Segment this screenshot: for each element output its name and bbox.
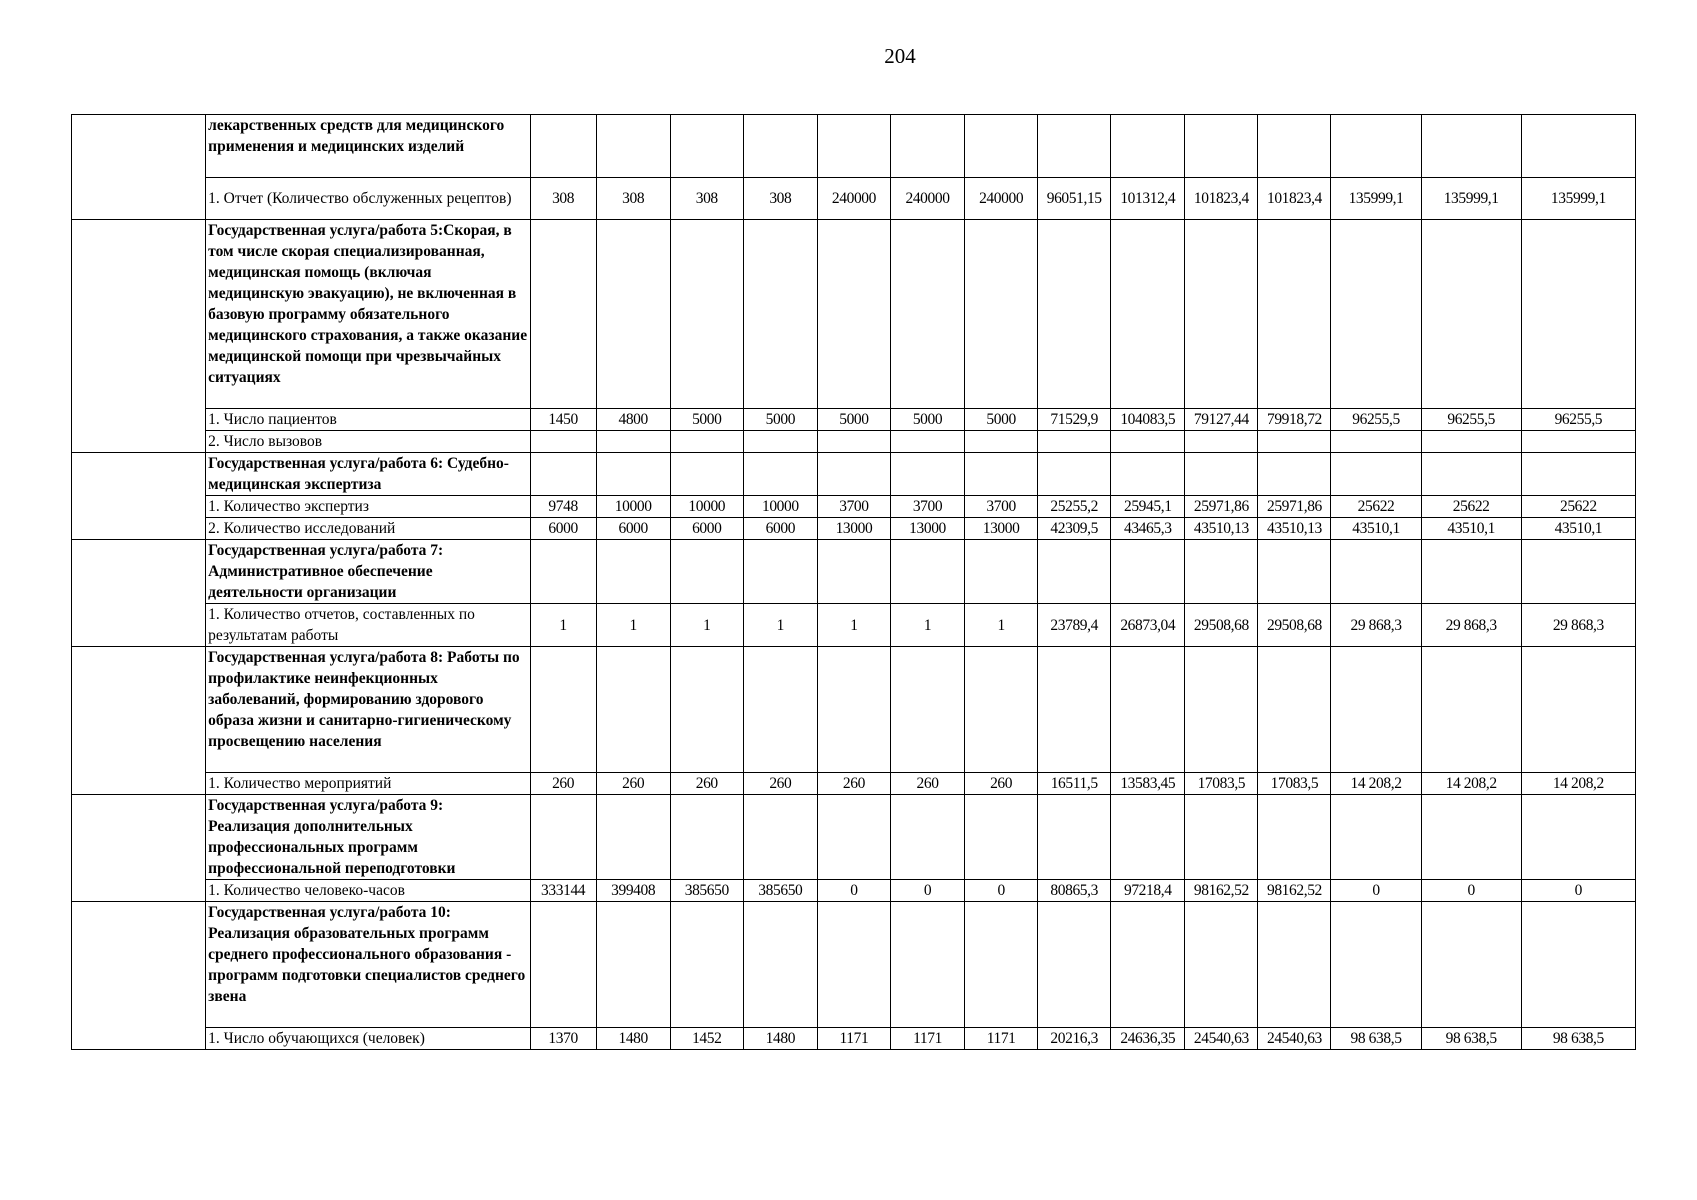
section-title-empty-cell xyxy=(1111,453,1185,496)
value-cell: 260 xyxy=(890,773,964,795)
value-cell: 101312,4 xyxy=(1111,178,1185,220)
section-title-row xyxy=(72,902,1636,1028)
value-cell: 104083,5 xyxy=(1111,409,1185,431)
value-cell: 5000 xyxy=(817,409,890,431)
section-title-row xyxy=(72,220,1636,409)
section-title-empty-cell xyxy=(1521,453,1635,496)
section-title-empty-cell xyxy=(965,540,1038,604)
value-cell: 1480 xyxy=(596,1028,670,1050)
section-title-empty-cell xyxy=(1421,453,1521,496)
value-cell: 1 xyxy=(817,604,890,647)
value-cell: 43465,3 xyxy=(1111,518,1185,540)
section-title-empty-cell xyxy=(1111,902,1185,1028)
value-cell: 3700 xyxy=(965,496,1038,518)
indicator-label: 1. Отчет (Количество обслуженных рецептов) xyxy=(206,178,530,220)
section-title-empty-cell xyxy=(1258,540,1331,604)
section-title-empty-cell xyxy=(1038,647,1111,773)
indicator-label: 1. Количество отчетов, составленных по результатам работы xyxy=(206,604,530,647)
section-title-empty-cell xyxy=(1111,647,1185,773)
section-title-empty-cell xyxy=(596,647,670,773)
value-cell: 1 xyxy=(670,604,743,647)
value-cell: 29508,68 xyxy=(1258,604,1331,647)
value-cell: 1452 xyxy=(670,1028,743,1050)
value-cell: 96255,5 xyxy=(1421,409,1521,431)
value-cell: 14 208,2 xyxy=(1421,773,1521,795)
value-cell: 14 208,2 xyxy=(1331,773,1421,795)
table-row xyxy=(72,604,1636,647)
section-title: Государственная услуга/работа 10: Реализация образовательных программ среднего профессионального образования - программ подготовки специалистов среднего звена xyxy=(206,902,530,1028)
section-title-empty-cell xyxy=(1038,902,1111,1028)
section-title-empty-cell xyxy=(817,540,890,604)
value-cell: 98162,52 xyxy=(1185,880,1258,902)
section-title-empty-cell xyxy=(817,115,890,178)
empty-first-column-cell xyxy=(72,115,206,220)
value-cell: 71529,9 xyxy=(1038,409,1111,431)
section-title-empty-cell xyxy=(965,795,1038,880)
table-body xyxy=(72,115,1636,1050)
value-cell: 1370 xyxy=(530,1028,596,1050)
section-title-empty-cell xyxy=(596,902,670,1028)
empty-first-column-cell xyxy=(72,902,206,1050)
indicator-label: 2. Число вызовов xyxy=(206,431,530,453)
value-cell: 0 xyxy=(965,880,1038,902)
section-title-empty-cell xyxy=(743,453,817,496)
value-cell: 240000 xyxy=(890,178,964,220)
value-cell: 5000 xyxy=(743,409,817,431)
section-title-empty-cell xyxy=(670,902,743,1028)
value-cell: 25255,2 xyxy=(1038,496,1111,518)
value-cell: 0 xyxy=(1331,880,1421,902)
section-title-empty-cell xyxy=(530,540,596,604)
table-row xyxy=(72,1028,1636,1050)
section-title-empty-cell xyxy=(1521,647,1635,773)
value-cell: 98 638,5 xyxy=(1521,1028,1635,1050)
section-title: Государственная услуга/работа 9: Реализация дополнительных профессиональных программ профессиональной переподготовки xyxy=(206,795,530,880)
value-cell: 0 xyxy=(817,880,890,902)
table-row xyxy=(72,409,1636,431)
section-title-empty-cell xyxy=(1521,220,1635,409)
value-cell: 17083,5 xyxy=(1185,773,1258,795)
empty-first-column-cell xyxy=(72,220,206,453)
section-title-empty-cell xyxy=(670,115,743,178)
value-cell: 23789,4 xyxy=(1038,604,1111,647)
value-cell: 25971,86 xyxy=(1258,496,1331,518)
section-title-empty-cell xyxy=(1421,115,1521,178)
value-cell: 5000 xyxy=(965,409,1038,431)
value-cell xyxy=(1521,431,1635,453)
value-cell xyxy=(1185,431,1258,453)
section-title-row xyxy=(72,647,1636,773)
value-cell: 25622 xyxy=(1421,496,1521,518)
value-cell: 308 xyxy=(670,178,743,220)
section-title-empty-cell xyxy=(670,647,743,773)
value-cell: 0 xyxy=(1421,880,1521,902)
value-cell: 135999,1 xyxy=(1331,178,1421,220)
section-title-empty-cell xyxy=(530,647,596,773)
value-cell: 20216,3 xyxy=(1038,1028,1111,1050)
value-cell: 385650 xyxy=(670,880,743,902)
value-cell: 6000 xyxy=(596,518,670,540)
value-cell xyxy=(1421,431,1521,453)
section-title-empty-cell xyxy=(965,902,1038,1028)
value-cell xyxy=(1331,431,1421,453)
section-title: лекарственных средств для медицинского применения и медицинских изделий xyxy=(206,115,530,178)
indicator-label: 1. Количество мероприятий xyxy=(206,773,530,795)
value-cell: 96255,5 xyxy=(1331,409,1421,431)
section-title-empty-cell xyxy=(743,795,817,880)
section-title-empty-cell xyxy=(530,795,596,880)
value-cell: 101823,4 xyxy=(1258,178,1331,220)
section-title-empty-cell xyxy=(596,540,670,604)
table-row xyxy=(72,178,1636,220)
section-title-empty-cell xyxy=(1521,795,1635,880)
value-cell xyxy=(965,431,1038,453)
section-title-empty-cell xyxy=(1258,220,1331,409)
section-title-empty-cell xyxy=(1038,540,1111,604)
value-cell: 43510,1 xyxy=(1421,518,1521,540)
value-cell: 308 xyxy=(596,178,670,220)
section-title-empty-cell xyxy=(817,220,890,409)
value-cell: 260 xyxy=(965,773,1038,795)
section-title-row xyxy=(72,453,1636,496)
value-cell xyxy=(743,431,817,453)
value-cell: 9748 xyxy=(530,496,596,518)
section-title-empty-cell xyxy=(1038,795,1111,880)
section-title-empty-cell xyxy=(1038,115,1111,178)
value-cell: 5000 xyxy=(670,409,743,431)
section-title-empty-cell xyxy=(596,115,670,178)
value-cell xyxy=(1258,431,1331,453)
section-title-empty-cell xyxy=(890,540,964,604)
section-title-empty-cell xyxy=(1258,795,1331,880)
value-cell: 42309,5 xyxy=(1038,518,1111,540)
section-title-empty-cell xyxy=(1185,540,1258,604)
empty-first-column-cell xyxy=(72,647,206,795)
value-cell: 1 xyxy=(743,604,817,647)
section-title-empty-cell xyxy=(1331,902,1421,1028)
value-cell: 98 638,5 xyxy=(1331,1028,1421,1050)
section-title-empty-cell xyxy=(1111,795,1185,880)
section-title-empty-cell xyxy=(1185,647,1258,773)
value-cell: 79127,44 xyxy=(1185,409,1258,431)
section-title-empty-cell xyxy=(890,453,964,496)
empty-first-column-cell xyxy=(72,453,206,540)
value-cell: 5000 xyxy=(890,409,964,431)
indicator-label: 1. Число обучающихся (человек) xyxy=(206,1028,530,1050)
value-cell: 240000 xyxy=(965,178,1038,220)
section-title-empty-cell xyxy=(670,453,743,496)
value-cell: 13000 xyxy=(965,518,1038,540)
section-title-empty-cell xyxy=(1258,453,1331,496)
section-title-empty-cell xyxy=(1185,795,1258,880)
value-cell: 260 xyxy=(596,773,670,795)
section-title-row xyxy=(72,540,1636,604)
value-cell: 308 xyxy=(743,178,817,220)
value-cell xyxy=(530,431,596,453)
section-title-empty-cell xyxy=(965,220,1038,409)
indicator-label: 2. Количество исследований xyxy=(206,518,530,540)
section-title-empty-cell xyxy=(817,647,890,773)
value-cell: 308 xyxy=(530,178,596,220)
value-cell: 13583,45 xyxy=(1111,773,1185,795)
section-title-empty-cell xyxy=(817,795,890,880)
value-cell: 260 xyxy=(530,773,596,795)
value-cell: 260 xyxy=(743,773,817,795)
value-cell: 333144 xyxy=(530,880,596,902)
value-cell: 43510,1 xyxy=(1521,518,1635,540)
section-title-empty-cell xyxy=(1421,220,1521,409)
section-title-empty-cell xyxy=(1421,647,1521,773)
section-title: Государственная услуга/работа 6: Судебно-медицинская экспертиза xyxy=(206,453,530,496)
empty-first-column-cell xyxy=(72,540,206,647)
value-cell: 24636,35 xyxy=(1111,1028,1185,1050)
section-title-empty-cell xyxy=(530,220,596,409)
section-title-empty-cell xyxy=(1331,453,1421,496)
section-title-empty-cell xyxy=(1331,540,1421,604)
value-cell: 1450 xyxy=(530,409,596,431)
value-cell xyxy=(817,431,890,453)
section-title-empty-cell xyxy=(890,902,964,1028)
table-row xyxy=(72,431,1636,453)
section-title-empty-cell xyxy=(965,115,1038,178)
value-cell: 135999,1 xyxy=(1421,178,1521,220)
section-title-empty-cell xyxy=(1185,115,1258,178)
section-title-empty-cell xyxy=(1258,647,1331,773)
section-title-empty-cell xyxy=(530,115,596,178)
section-title-empty-cell xyxy=(890,115,964,178)
section-title-empty-cell xyxy=(1111,540,1185,604)
section-title-empty-cell xyxy=(817,453,890,496)
section-title-empty-cell xyxy=(1258,115,1331,178)
table-row xyxy=(72,880,1636,902)
section-title-row xyxy=(72,795,1636,880)
section-title-empty-cell xyxy=(1331,220,1421,409)
value-cell xyxy=(890,431,964,453)
value-cell: 98162,52 xyxy=(1258,880,1331,902)
value-cell: 43510,1 xyxy=(1331,518,1421,540)
value-cell: 1480 xyxy=(743,1028,817,1050)
value-cell: 13000 xyxy=(817,518,890,540)
value-cell: 3700 xyxy=(817,496,890,518)
section-title-empty-cell xyxy=(1421,902,1521,1028)
section-title-empty-cell xyxy=(890,795,964,880)
value-cell: 98 638,5 xyxy=(1421,1028,1521,1050)
section-title-empty-cell xyxy=(965,453,1038,496)
value-cell: 24540,63 xyxy=(1258,1028,1331,1050)
page-number: 204 xyxy=(884,44,916,68)
value-cell: 10000 xyxy=(596,496,670,518)
section-title-empty-cell xyxy=(743,540,817,604)
section-title-empty-cell xyxy=(743,220,817,409)
section-title: Государственная услуга/работа 5:Скорая, в том числе скорая специализированная, медицинская помощь (включая медицинскую эвакуацию), не включенная в базовую программу обязательного медицинского страхования, а также оказание медицинской помощи при чрезвычайных ситуациях xyxy=(206,220,530,409)
indicator-label: 1. Число пациентов xyxy=(206,409,530,431)
section-title-empty-cell xyxy=(596,453,670,496)
section-title-empty-cell xyxy=(1185,902,1258,1028)
value-cell: 43510,13 xyxy=(1185,518,1258,540)
section-title-empty-cell xyxy=(1331,795,1421,880)
section-title-empty-cell xyxy=(1185,453,1258,496)
value-cell: 25945,1 xyxy=(1111,496,1185,518)
value-cell: 0 xyxy=(1521,880,1635,902)
value-cell: 4800 xyxy=(596,409,670,431)
value-cell: 29508,68 xyxy=(1185,604,1258,647)
value-cell: 260 xyxy=(670,773,743,795)
value-cell: 1171 xyxy=(817,1028,890,1050)
section-title-empty-cell xyxy=(890,220,964,409)
section-title-empty-cell xyxy=(1258,902,1331,1028)
section-title-empty-cell xyxy=(1038,453,1111,496)
section-title-empty-cell xyxy=(743,647,817,773)
value-cell: 6000 xyxy=(530,518,596,540)
services-table xyxy=(71,114,1636,1050)
value-cell: 135999,1 xyxy=(1521,178,1635,220)
section-title-empty-cell xyxy=(1421,795,1521,880)
value-cell: 6000 xyxy=(743,518,817,540)
value-cell xyxy=(596,431,670,453)
section-title-empty-cell xyxy=(596,220,670,409)
value-cell: 240000 xyxy=(817,178,890,220)
section-title-empty-cell xyxy=(670,540,743,604)
value-cell: 29 868,3 xyxy=(1331,604,1421,647)
empty-first-column-cell xyxy=(72,795,206,902)
value-cell: 25622 xyxy=(1331,496,1421,518)
section-title-empty-cell xyxy=(743,115,817,178)
value-cell: 1 xyxy=(965,604,1038,647)
section-title-empty-cell xyxy=(670,220,743,409)
section-title-empty-cell xyxy=(1038,220,1111,409)
value-cell xyxy=(1111,431,1185,453)
section-title-empty-cell xyxy=(596,795,670,880)
section-title-empty-cell xyxy=(1111,115,1185,178)
value-cell: 0 xyxy=(890,880,964,902)
value-cell: 6000 xyxy=(670,518,743,540)
indicator-label: 1. Количество человеко-часов xyxy=(206,880,530,902)
value-cell: 1 xyxy=(596,604,670,647)
section-title-empty-cell xyxy=(1111,220,1185,409)
section-title-row xyxy=(72,115,1636,178)
value-cell: 385650 xyxy=(743,880,817,902)
value-cell xyxy=(1038,431,1111,453)
value-cell: 1 xyxy=(530,604,596,647)
value-cell: 1 xyxy=(890,604,964,647)
value-cell: 25971,86 xyxy=(1185,496,1258,518)
section-title: Государственная услуга/работа 8: Работы по профилактике неинфекционных заболеваний, формированию здорового образа жизни и санитарно-гигиеническому просвещению населения xyxy=(206,647,530,773)
value-cell: 96051,15 xyxy=(1038,178,1111,220)
section-title: Государственная услуга/работа 7: Административное обеспечение деятельности организации xyxy=(206,540,530,604)
value-cell: 80865,3 xyxy=(1038,880,1111,902)
value-cell xyxy=(670,431,743,453)
section-title-empty-cell xyxy=(530,453,596,496)
value-cell: 17083,5 xyxy=(1258,773,1331,795)
section-title-empty-cell xyxy=(1521,115,1635,178)
value-cell: 14 208,2 xyxy=(1521,773,1635,795)
section-title-empty-cell xyxy=(817,902,890,1028)
section-title-empty-cell xyxy=(1421,540,1521,604)
section-title-empty-cell xyxy=(1521,902,1635,1028)
section-title-empty-cell xyxy=(1521,540,1635,604)
value-cell: 3700 xyxy=(890,496,964,518)
value-cell: 10000 xyxy=(743,496,817,518)
value-cell: 10000 xyxy=(670,496,743,518)
value-cell: 43510,13 xyxy=(1258,518,1331,540)
section-title-empty-cell xyxy=(965,647,1038,773)
value-cell: 1171 xyxy=(965,1028,1038,1050)
value-cell: 96255,5 xyxy=(1521,409,1635,431)
table-row xyxy=(72,496,1636,518)
value-cell: 260 xyxy=(817,773,890,795)
value-cell: 25622 xyxy=(1521,496,1635,518)
section-title-empty-cell xyxy=(1331,115,1421,178)
section-title-empty-cell xyxy=(1331,647,1421,773)
value-cell: 399408 xyxy=(596,880,670,902)
value-cell: 13000 xyxy=(890,518,964,540)
value-cell: 101823,4 xyxy=(1185,178,1258,220)
section-title-empty-cell xyxy=(1185,220,1258,409)
table-row xyxy=(72,518,1636,540)
value-cell: 29 868,3 xyxy=(1521,604,1635,647)
indicator-label: 1. Количество экспертиз xyxy=(206,496,530,518)
value-cell: 26873,04 xyxy=(1111,604,1185,647)
value-cell: 97218,4 xyxy=(1111,880,1185,902)
section-title-empty-cell xyxy=(670,795,743,880)
section-title-empty-cell xyxy=(890,647,964,773)
value-cell: 24540,63 xyxy=(1185,1028,1258,1050)
value-cell: 79918,72 xyxy=(1258,409,1331,431)
table-row xyxy=(72,773,1636,795)
value-cell: 29 868,3 xyxy=(1421,604,1521,647)
value-cell: 16511,5 xyxy=(1038,773,1111,795)
section-title-empty-cell xyxy=(743,902,817,1028)
value-cell: 1171 xyxy=(890,1028,964,1050)
section-title-empty-cell xyxy=(530,902,596,1028)
